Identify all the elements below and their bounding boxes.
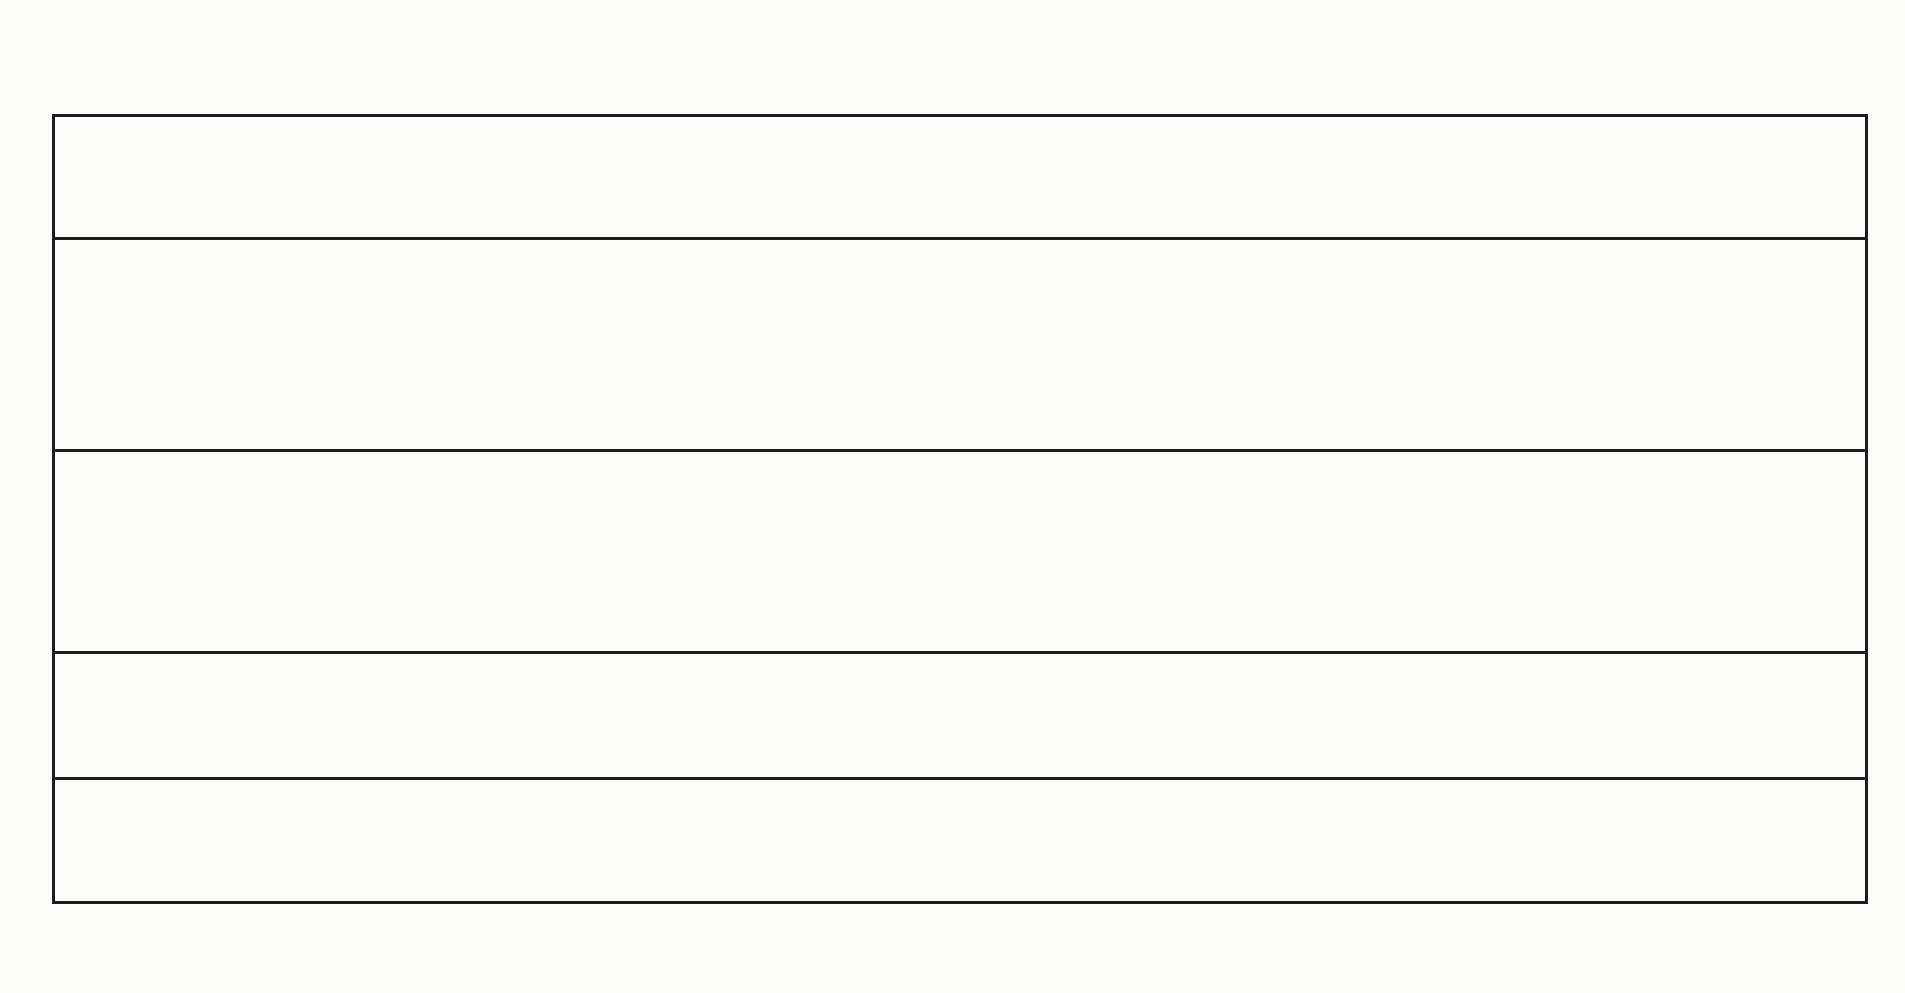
row-divider	[55, 237, 1865, 240]
row-divider	[55, 777, 1865, 780]
row-divider	[55, 449, 1865, 452]
materials-table	[52, 114, 1868, 904]
row-divider	[55, 651, 1865, 654]
needles-line1	[101, 467, 105, 508]
needles-line2	[101, 508, 105, 549]
